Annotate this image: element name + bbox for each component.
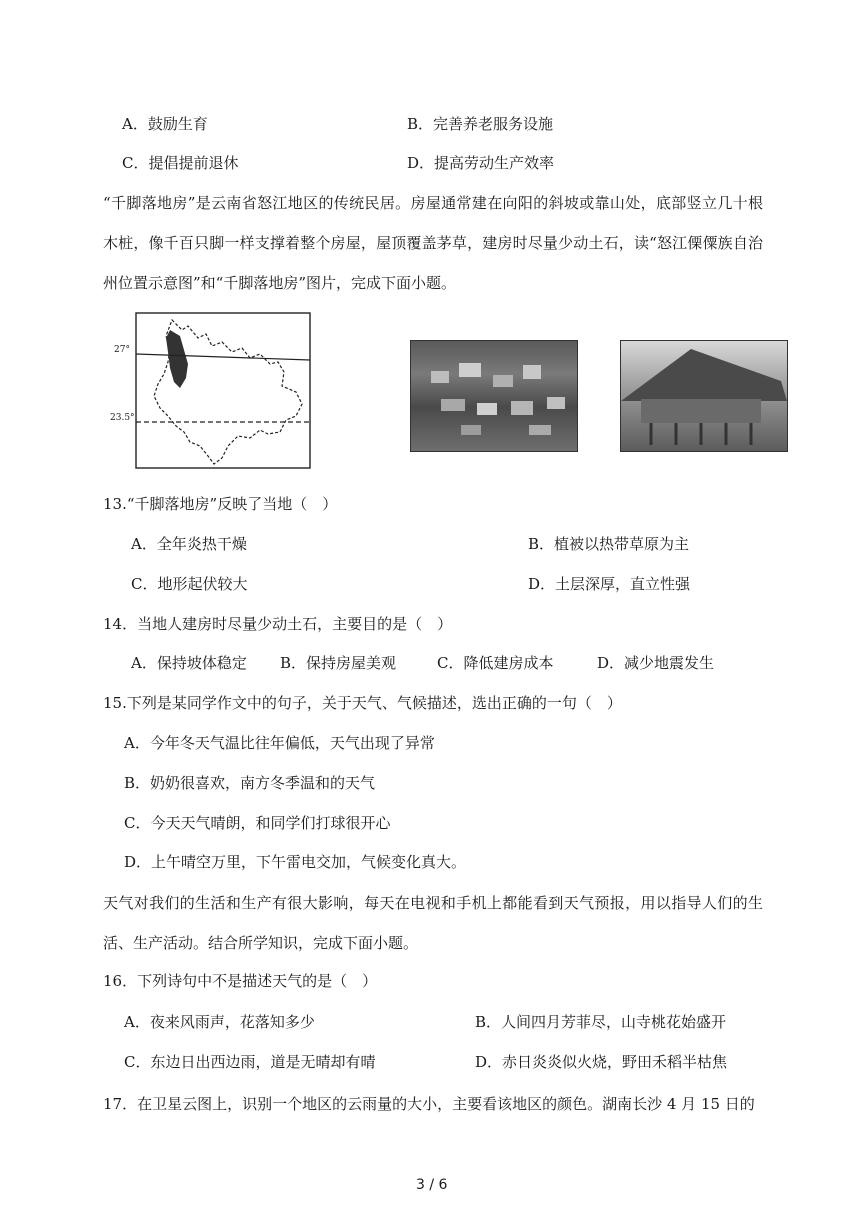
nujiang-location-map (110, 308, 312, 470)
q13-option-a: A．全年炎热干燥 (131, 535, 247, 553)
q14-option-b: B．保持房屋美观 (280, 654, 397, 672)
q16-option-c: C．东边日出西边雨，道是无晴却有晴 (124, 1053, 376, 1071)
q16-option-a: A．夜来风雨声，花落知多少 (124, 1013, 315, 1031)
q15-option-c: C．今天天气晴朗，和同学们打球很开心 (124, 814, 391, 832)
q12-option-b: B．完善养老服务设施 (407, 115, 554, 133)
q15-stem: 15.下列是某同学作文中的句子，关于天气、气候描述，选出正确的一句（ ） (103, 694, 622, 712)
page-number: 3 / 6 (416, 1177, 448, 1193)
q12-option-d: D．提高劳动生产效率 (407, 154, 555, 172)
village-photo (410, 340, 578, 452)
q16-option-d: D．赤日炎炎似火烧，野田禾稻半枯焦 (475, 1053, 728, 1071)
q16-option-b: B．人间四月芳菲尽，山寺桃花始盛开 (475, 1013, 727, 1031)
passage-weather: 天气对我们的生活和生产有很大影响，每天在电视和手机上都能看到天气预报，用以指导人们的生活、生产活动。结合所学知识，完成下面小题。 (103, 894, 763, 952)
q14-stem: 14．当地人建房时尽量少动土石，主要目的是（ ） (103, 615, 453, 633)
q14-option-d: D．减少地震发生 (597, 654, 715, 672)
q12-option-c: C．提倡提前退休 (122, 154, 239, 172)
latitude-23-5-label: 23.5° (110, 413, 135, 423)
q17-stem: 17．在卫星云图上，识别一个地区的云雨量的大小，主要看该地区的颜色。湖南长沙 4 月 15 日的 (103, 1095, 755, 1113)
stilt-house-photo-svg (621, 341, 787, 451)
q14-option-c: C．降低建房成本 (437, 654, 554, 672)
q13-option-d: D．土层深厚，直立性强 (528, 575, 691, 593)
q13-stem: 13.“千脚落地房”反映了当地（ ） (103, 495, 338, 513)
q15-option-a: A．今年冬天气温比往年偏低，天气出现了异常 (124, 734, 435, 752)
latitude-27-label: 27° (114, 345, 130, 355)
stilt-house-photo (620, 340, 788, 452)
q16-stem: 16．下列诗句中不是描述天气的是（ ） (103, 972, 378, 990)
village-photo-svg (411, 341, 577, 451)
q13-option-b: B．植被以热带草原为主 (528, 535, 690, 553)
q14-option-a: A．保持坡体稳定 (131, 654, 247, 672)
yunnan-map-svg (110, 308, 312, 470)
q15-option-d: D．上午晴空万里，下午雷电交加，气候变化真大。 (124, 853, 467, 871)
q12-option-a: A．鼓励生育 (122, 115, 208, 133)
q15-option-b: B．奶奶很喜欢，南方冬季温和的天气 (124, 774, 376, 792)
q13-option-c: C．地形起伏较大 (131, 575, 248, 593)
passage-qianjiao-house: “千脚落地房”是云南省怒江地区的传统民居。房屋通常建在向阳的斜坡或靠山处，底部竖立几十根木桩，像千百只脚一样支撑着整个房屋，屋顶覆盖茅草，建房时尽量少动土石，读“怒江傈僳族自治州位置示意图”和“千脚落地房”图片，完成下面小题。 (103, 194, 763, 292)
